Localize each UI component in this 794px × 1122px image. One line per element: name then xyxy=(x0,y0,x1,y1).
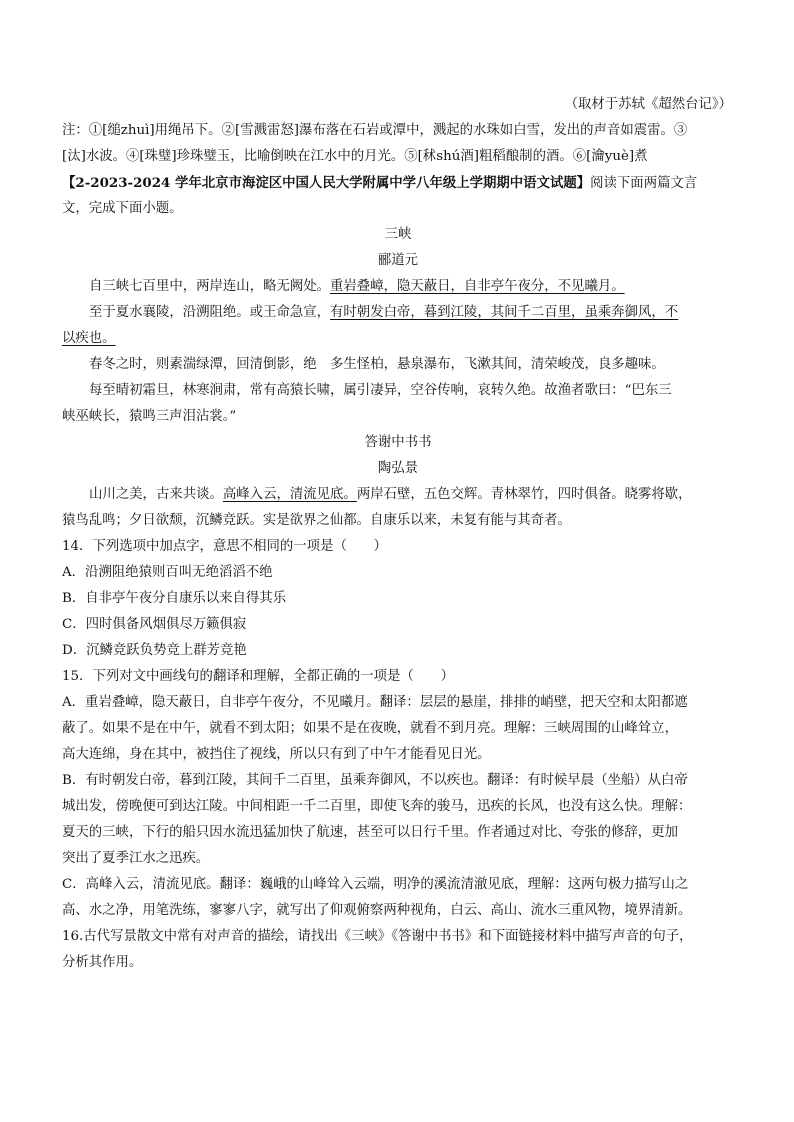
text2-p1-plain-b: 两岸石壁，五色交辉。青林翠竹，四时俱备。晓雾将歇， xyxy=(356,487,692,502)
text1-paragraph-2 xyxy=(62,300,734,326)
document-page xyxy=(62,92,734,976)
q14-stem: 14．下列选项中加点字，意思不相同的一项是（ ） xyxy=(62,539,388,554)
text1-p2-underlined: 有时朝发白帝，暮到江陵，其间千二百里，虽乘奔御风，不 xyxy=(330,305,679,320)
q14-option-b: B．自非亭午夜分自康乐以来自得其乐 xyxy=(62,591,287,606)
note-line-1: 注：①[缒zhuì]用绳吊下。②[雪溅雷怒]瀑布落在石岩或潭中，溅起的水珠如白雪，发出的声音如震雷。③ xyxy=(62,123,688,138)
q15-option-b-line-3: 夏天的三峡，下行的船只因水流迅猛加快了航速，甚至可以日行千里。作者通过对比、夸张的修辞，更加 xyxy=(62,825,678,840)
text1-author: 郦道元 xyxy=(377,253,419,268)
text2-p1-underlined: 高峰入云，清流见底。 xyxy=(222,487,357,502)
q15-option-c-line-1: C．高峰入云，清流见底。翻译：巍峨的山峰耸入云端，明净的溪流清澈见底，理解：这两句极力描写山之 xyxy=(62,877,689,892)
q15-option-b-line-1: B．有时朝发白帝，暮到江陵，其间千二百里，虽乘奔御风，不以疾也。翻译：有时候早晨（坐船）从白帝 xyxy=(62,773,688,788)
note-line-2: [汰]水波。④[珠璧]珍珠璧玉，比喻倒映在江水中的月光。⑤[秫shú酒]粗稻酿制的酒。⑥[瀹yuè]煮 xyxy=(62,149,648,164)
text1-paragraph-2-line-2 xyxy=(62,326,734,352)
text2-author: 陶弘景 xyxy=(377,461,419,476)
text2-paragraph-1-line-2: 猿鸟乱鸣；夕日欲颓，沉鳞竞跃。实是欲界之仙都。自康乐以来，未复有能与其奇者。 xyxy=(62,513,571,528)
text1-paragraph-3: 春冬之时，则素湍绿潭，回清倒影，绝 多生怪柏，悬泉瀑布，飞漱其间，清荣峻茂，良多趣味。 xyxy=(89,357,665,372)
q14-option-a: A．沿溯阻绝猿则百叫无绝滔滔不绝 xyxy=(62,565,273,580)
q15-stem: 15．下列对文中画线句的翻译和理解，全都正确的一项是（ ） xyxy=(62,669,454,684)
text2-p1-plain-a: 山川之美，古来共谈。 xyxy=(89,487,223,502)
text2-title: 答谢中书书 xyxy=(364,435,432,450)
question-header xyxy=(62,170,734,196)
text1-p1-plain: 自三峡七百里中，两岸连山，略无阙处。 xyxy=(89,279,331,294)
text1-p2-plain: 至于夏水襄陵，沿溯阻绝。或王命急宣， xyxy=(89,305,331,320)
text1-p1-underlined: 重岩叠嶂，隐天蔽日，自非亭午夜分，不见曦月。 xyxy=(330,279,625,294)
text1-p2-underlined-2: 以疾也。 xyxy=(62,331,116,346)
text1-title: 三峡 xyxy=(384,227,412,242)
q16-line-1: 16.古代写景散文中常有对声音的描绘，请找出《三峡》《答谢中书书》和下面链接材料中描写声音的句子， xyxy=(62,929,693,944)
q15-option-a-line-1: A．重岩叠嶂，隐天蔽日，自非亭午夜分，不见曦月。翻译：层层的悬崖，排排的峭壁，把天空和太阳都遮 xyxy=(62,695,688,710)
q14-option-d: D．沉鳞竞跃负势竞上群芳竞艳 xyxy=(62,643,247,658)
q15-option-a-line-3: 高大连绵，身在其中，被挡住了视线，所以只有到了中午才能看见日光。 xyxy=(62,747,491,762)
question-header-line-2: 文，完成下面小题。 xyxy=(62,201,183,216)
q15-option-b-line-2: 城出发，傍晚便可到达江陵。中间相距一千二百里，即使飞奔的骏马，迅疾的长风，也没有这么快。理解： xyxy=(62,799,692,814)
q15-option-b-line-4: 突出了夏季江水之迅疾。 xyxy=(62,851,210,866)
question-header-source: 【2-2023-2024 学年北京市海淀区中国人民大学附属中学八年级上学期期中语文试题】 xyxy=(62,175,591,191)
q15-option-c-line-2: 高、水之净，用笔洗练，寥寥八字，就写出了仰观俯察两种视角，白云、高山、流水三重风物，境界清新。 xyxy=(62,903,692,918)
q14-option-c: C．四时俱备风烟俱尽万籁俱寂 xyxy=(62,617,247,632)
text1-paragraph-4: 每至晴初霜旦，林寒涧肃，常有高猿长啸，属引凄异，空谷传响，哀转久绝。故渔者歌曰：“巴东三 xyxy=(89,383,672,398)
text1-paragraph-4-line-2: 峡巫峡长，猿鸣三声泪沾裳。” xyxy=(62,409,237,424)
q15-option-a-line-2: 蔽了。如果不是在中午，就看不到太阳；如果不是在夜晚，就看不到月亮。理解：三峡周围的山峰耸立， xyxy=(62,721,678,736)
source-citation: （取材于苏轼《超然台记》） xyxy=(564,97,732,112)
text2-paragraph-1 xyxy=(62,482,734,508)
question-header-instruction: 阅读下面两篇文言 xyxy=(590,176,698,191)
q16-line-2: 分析其作用。 xyxy=(62,955,143,970)
text1-paragraph-1 xyxy=(62,274,734,300)
